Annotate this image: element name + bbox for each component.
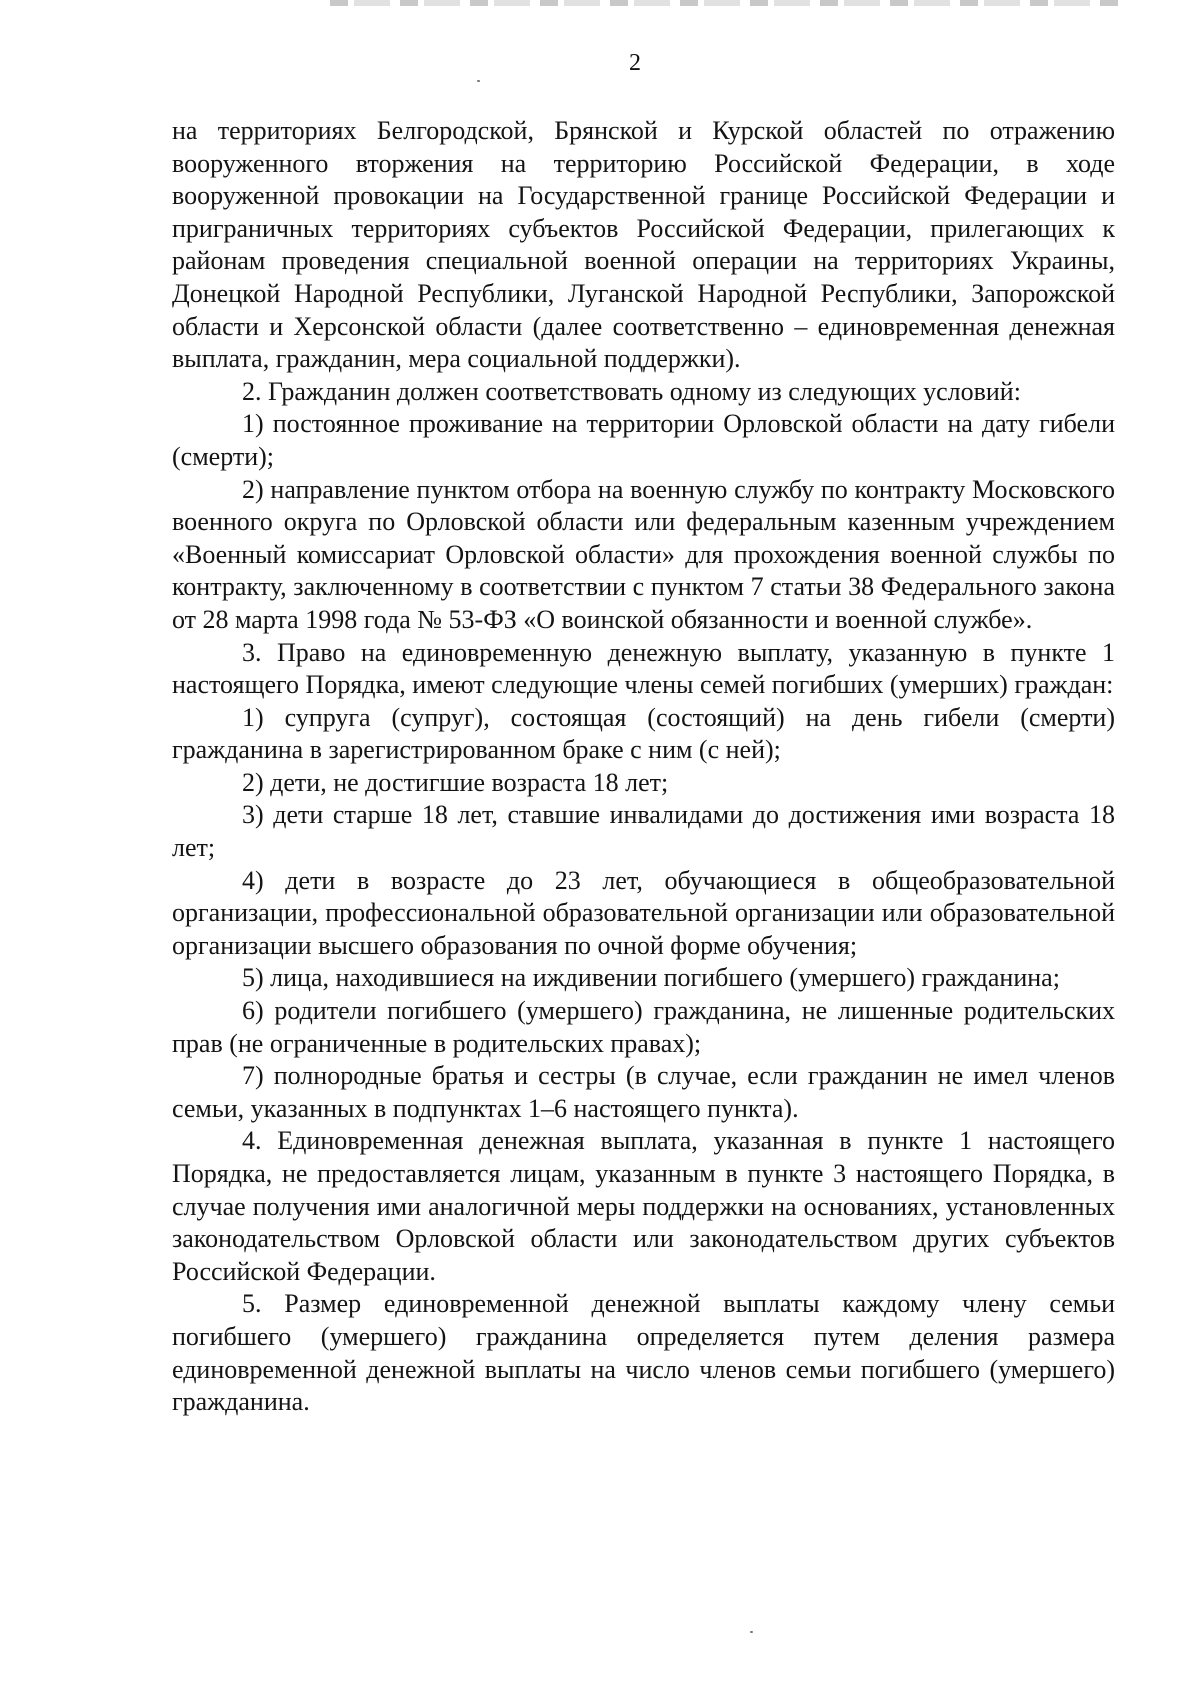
scan-speck <box>750 1631 753 1633</box>
paragraph-clause-3-item-1: 1) супруга (супруг), состоящая (состоящий) на день гибели (смерти) гражданина в зарегистрированном браке с ним (с ней); <box>172 702 1115 765</box>
paragraph-continuation: на территориях Белгородской, Брянской и Курской областей по отражению вооруженного вторжения на территорию Российской Федерации, в ходе вооруженной провокации на Государственной границе Российской Федерации и приграничных территориях субъектов Российской Федерации, прилегающих к районам проведения специальной военной операции на территориях Украины, Донецкой Народной Республики, Луганской Народной Республики, Запорожской области и Херсонской области (далее соответственно – единовременная денежная выплата, гражданин, мера социальной поддержки). <box>172 116 1115 374</box>
paragraph-clause-5: 5. Размер единовременной денежной выплаты каждому члену семьи погибшего (умершего) гражданина определяется путем деления размера единовременной денежной выплаты на число членов семьи погибшего (умершего) гражданина. <box>172 1289 1115 1417</box>
scan-top-edge <box>330 0 1120 6</box>
paragraph-clause-3-item-7: 7) полнородные братья и сестры (в случае, если гражданин не имел членов семьи, указанных в подпунктах 1–6 настоящего пункта). <box>172 1061 1115 1123</box>
paragraph-clause-3-item-3: 3) дети старше 18 лет, ставшие инвалидами до достижения ими возраста 18 лет; <box>172 800 1115 863</box>
paragraph-clause-3-item-4: 4) дети в возрасте до 23 лет, обучающиеся в общеобразовательной организации, профессиональной образовательной организации или образовательной организации высшего образования по очной форме обучения; <box>172 865 1115 960</box>
paragraph-clause-3-item-2: 2) дети, не достигшие возраста 18 лет; <box>242 767 669 797</box>
paragraph-clause-3-item-5: 5) лица, находившиеся на иждивении погибшего (умершего) гражданина; <box>242 963 1060 993</box>
scan-speck <box>477 80 480 82</box>
paragraph-clause-2: 2. Гражданин должен соответствовать одному из следующих условий: <box>242 376 1021 406</box>
paragraph-clause-3-item-6: 6) родители погибшего (умершего) гражданина, не лишенные родительских прав (не ограниченные в родительских правах); <box>172 996 1115 1058</box>
paragraph-clause-2-item-2: 2) направление пунктом отбора на военную службу по контракту Московского военного округа по Орловской области или федеральным казенным учреждением «Военный комиссариат Орловской области» для прохождения военной службы по контракту, заключенному в соответствии с пунктом 7 статьи 38 Федерального закона от 28 марта 1998 года № 53-ФЗ «О воинской обязанности и военной службе». <box>172 474 1115 634</box>
page-number: 2 <box>629 50 641 76</box>
paragraph-clause-4: 4. Единовременная денежная выплата, указанная в пункте 1 настоящего Порядка, не предоставляется лицам, указанным в пункте 3 настоящего Порядка, в случае получения ими аналогичной меры поддержки на основаниях, установленных законодательством Орловской области или законодательством других субъектов Российской Федерации. <box>172 1126 1115 1286</box>
paragraph-clause-3: 3. Право на единовременную денежную выплату, указанную в пункте 1 настоящего Порядка, имеют следующие члены семей погибших (умерших) граждан: <box>172 637 1115 700</box>
document-body <box>172 115 1115 1419</box>
paragraph-clause-2-item-1: 1) постоянное проживание на территории Орловской области на дату гибели (смерти); <box>172 409 1115 471</box>
